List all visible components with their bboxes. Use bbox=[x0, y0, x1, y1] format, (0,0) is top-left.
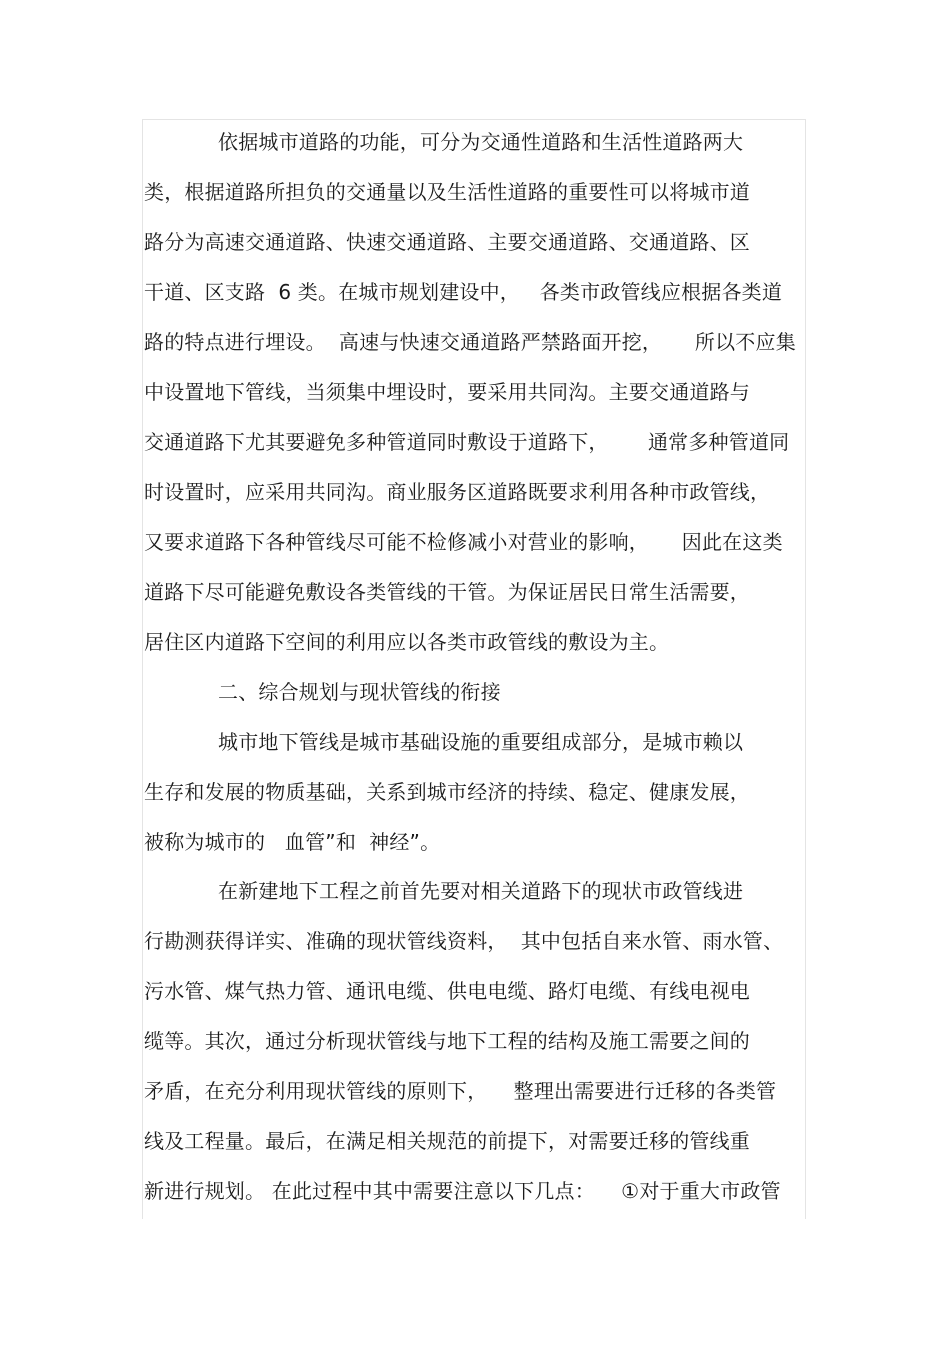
paragraph-line: 线及工程量。最后，在满足相关规范的前提下，对需要迁移的管线重 bbox=[144, 1129, 750, 1153]
paragraph-line: 行勘测获得详实、准确的现状管线资料， 其中包括自来水管、雨水管、 bbox=[144, 929, 784, 953]
paragraph-line: 缆等。其次，通过分析现状管线与地下工程的结构及施工需要之间的 bbox=[144, 1029, 750, 1053]
paragraph-line: 在新建地下工程之前首先要对相关道路下的现状市政管线进 bbox=[218, 879, 744, 903]
paragraph-line: 被称为城市的 血管”和 神经”。 bbox=[144, 830, 441, 854]
paragraph-line: 污水管、煤气热力管、通讯电缆、供电电缆、路灯电缆、有线电视电 bbox=[144, 979, 750, 1003]
paragraph-line: 矛盾，在充分利用现状管线的原则下， 整理出需要进行迁移的各类管 bbox=[144, 1079, 777, 1103]
paragraph-line: 城市地下管线是城市基础设施的重要组成部分，是城市赖以 bbox=[218, 730, 744, 754]
section-heading: 二、综合规划与现状管线的衔接 bbox=[218, 680, 501, 704]
paragraph-line: 交通道路下尤其要避免多种管道同时敷设于道路下， 通常多种管道同 bbox=[144, 430, 790, 454]
paragraph-line: 时设置时，应采用共同沟。商业服务区道路既要求利用各种市政管线， bbox=[144, 480, 771, 504]
paragraph-line: 类，根据道路所担负的交通量以及生活性道路的重要性可以将城市道 bbox=[144, 180, 750, 204]
paragraph-line: 依据城市道路的功能，可分为交通性道路和生活性道路两大 bbox=[218, 130, 744, 154]
paragraph-line: 道路下尽可能避免敷设各类管线的干管。为保证居民日常生活需要， bbox=[144, 580, 750, 604]
paragraph-line: 新进行规划。 在此过程中其中需要注意以下几点： ①对于重大市政管 bbox=[144, 1179, 781, 1203]
paragraph-line: 生存和发展的物质基础，关系到城市经济的持续、稳定、健康发展， bbox=[144, 780, 750, 804]
paragraph-line: 路的特点进行埋设。 高速与快速交通道路严禁路面开挖， 所以不应集 bbox=[144, 330, 796, 354]
paragraph-line: 又要求道路下各种管线尽可能不检修减小对营业的影响， 因此在这类 bbox=[144, 530, 783, 554]
paragraph-line: 干道、区支路 6 类。在城市规划建设中， 各类市政管线应根据各类道 bbox=[144, 280, 783, 304]
paragraph-line: 居住区内道路下空间的利用应以各类市政管线的敷设为主。 bbox=[144, 630, 670, 654]
paragraph-line: 路分为高速交通道路、快速交通道路、主要交通道路、交通道路、区 bbox=[144, 230, 750, 254]
paragraph-line: 中设置地下管线，当须集中埋设时，要采用共同沟。主要交通道路与 bbox=[144, 380, 750, 404]
